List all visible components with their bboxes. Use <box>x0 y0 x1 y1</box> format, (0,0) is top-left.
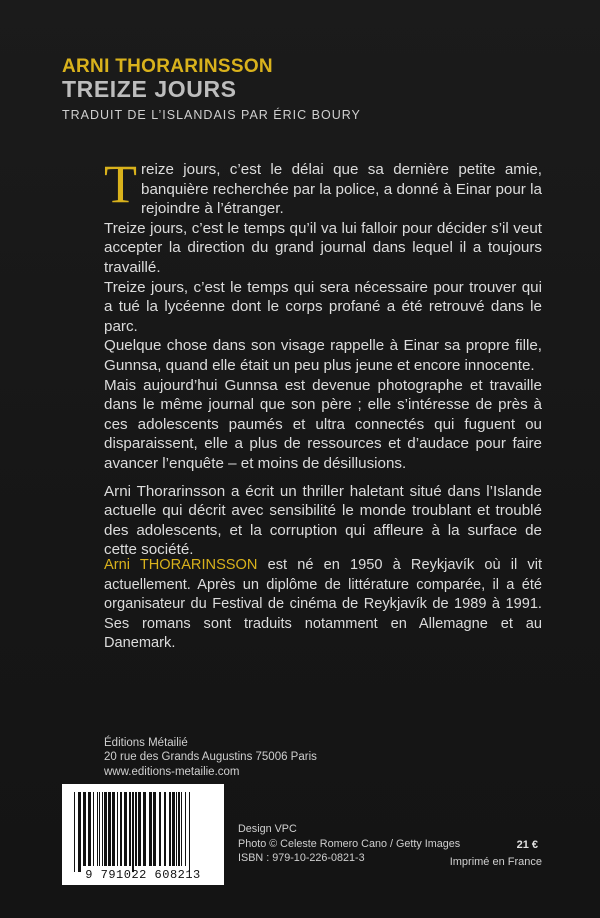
barcode-bar <box>117 792 118 866</box>
barcode-bar <box>97 792 98 866</box>
barcode-bar <box>178 792 180 866</box>
barcode <box>62 784 224 885</box>
publisher-website: www.editions-metailie.com <box>104 765 240 778</box>
barcode-bar <box>88 792 91 866</box>
barcode-bar <box>153 792 156 866</box>
synopsis-paragraph-2: Treize jours, c’est le temps qu’il va lui falloir pour décider s’il veut accepter la direction du grand journal dans lequel il a toujours travaillé. <box>104 219 542 276</box>
synopsis-paragraph-1: Treize jours, c’est le délai que sa dernière petite amie, banquière recherchée par la police, a donné à Einar pour la rejoindre à l’étranger. <box>104 154 542 218</box>
drop-cap: T <box>104 154 137 214</box>
publisher-name: Éditions Métailié <box>104 737 188 749</box>
design-credit: Design VPC <box>238 823 297 835</box>
barcode-bar <box>185 792 186 866</box>
barcode-bar <box>132 792 134 872</box>
barcode-bar <box>138 792 141 866</box>
author-bio <box>104 556 542 654</box>
synopsis-paragraph-3: Treize jours, c’est le temps qui sera nécessaire pour trouver qui a tué la lycéenne dont le corps profané a été retrouvé dans le parc. <box>104 278 542 335</box>
barcode-bar <box>181 792 182 866</box>
barcode-bar <box>83 792 86 866</box>
barcode-bar <box>120 792 122 866</box>
book-title: TREIZE JOURS <box>62 76 237 102</box>
bio-text: est né en 1950 à Reykjavík où il vit actuellement. Après un diplôme de littérature comparée, il a été organisateur du Festival de cinéma de Reykjavík de 1989 à 1991. Ses romans sont traduits notamment en Allemagne et au Danemark. <box>104 557 542 652</box>
barcode-bar <box>149 792 152 866</box>
translator-credit: TRADUIT DE L’ISLANDAIS PAR ÉRIC BOURY <box>62 108 361 122</box>
synopsis-paragraph-4: Quelque chose dans son visage rappelle à Einar sa propre fille, Gunnsa, quand elle était un peu plus jeune et encore innocente. <box>104 337 542 374</box>
barcode-bar <box>159 792 161 866</box>
isbn: ISBN : 979-10-226-0821-3 <box>238 852 365 865</box>
barcode-bar <box>78 792 81 872</box>
author-name: ARNI THORARINSSON <box>62 56 273 77</box>
publisher-address: 20 rue des Grands Augustins 75006 Paris <box>104 751 317 764</box>
barcode-bar <box>189 792 190 872</box>
barcode-bar <box>176 792 177 866</box>
barcode-bar <box>172 792 175 866</box>
barcode-bar <box>143 792 146 866</box>
barcode-bar <box>169 792 171 866</box>
barcode-bar <box>129 792 131 866</box>
barcode-bar <box>104 792 107 866</box>
barcode-bar <box>112 792 115 866</box>
credits <box>238 822 460 866</box>
publisher-info <box>104 736 317 779</box>
barcode-bar <box>108 792 111 866</box>
barcode-bar <box>74 792 75 872</box>
barcode-bar <box>93 792 94 866</box>
barcode-digits: 9 791022 608213 <box>85 868 201 882</box>
price: 21 € <box>516 839 538 851</box>
barcode-bar <box>102 792 103 866</box>
barcode-bar <box>99 792 100 866</box>
synopsis-paragraph-6: Arni Thorarinsson a écrit un thriller haletant situé dans l’Islande actuelle qui décrit avec sensibilité le monde troublant et troublé des adolescents, et la corruption qui affleure à la surface de cette société. <box>104 482 542 559</box>
printed-in: Imprimé en France <box>449 856 542 868</box>
barcode-bar <box>164 792 166 866</box>
synopsis-paragraph-5: Mais aujourd’hui Gunnsa est devenue photographe et travaille dans le même journal que son père ; elle s’intéresse de près à ces adolescents paumés et ultra connectés qui fuguent ou disparaissent, elle a plus de ressources et d’audace pour faire avancer l’enquête – et moins de désillusions. <box>104 376 542 472</box>
barcode-bar <box>135 792 137 866</box>
synopsis <box>104 154 542 568</box>
bio-author-name: Arni THORARINSSON <box>104 557 258 573</box>
barcode-bar <box>124 792 127 866</box>
photo-credit: Photo © Celeste Romero Cano / Getty Images <box>238 837 461 850</box>
